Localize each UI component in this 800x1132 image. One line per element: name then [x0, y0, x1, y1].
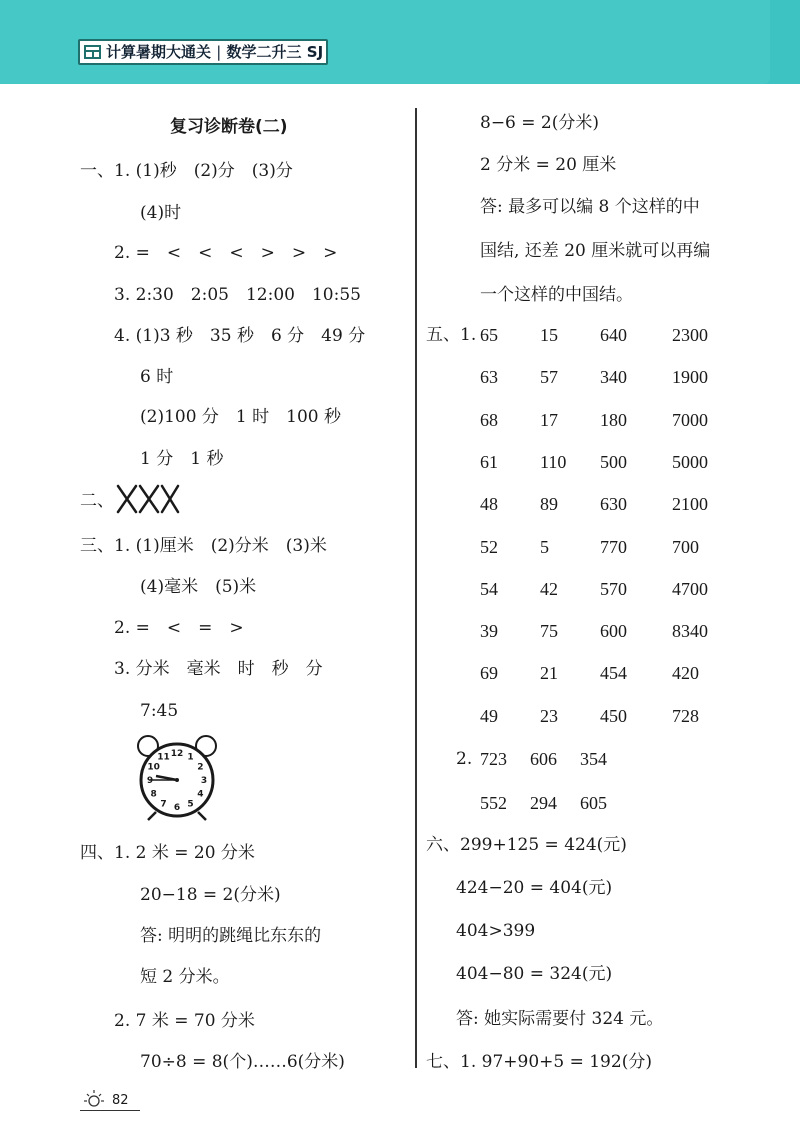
table-cell: 2300: [672, 325, 708, 345]
table-cell: 89: [540, 494, 558, 515]
answer-4-1c: 答: 明明的跳绳比东东的: [140, 926, 322, 946]
clock-number: 7: [160, 799, 167, 810]
table-cell: 15: [540, 325, 558, 345]
clock-number: 9: [146, 776, 154, 786]
table-cell: 770: [600, 536, 627, 557]
answer-r3: 答: 最多可以编 8 个这样的中: [480, 197, 700, 217]
answer-r1: 8−6 = 2(分米): [480, 113, 600, 133]
section-title: 复习诊断卷(二): [170, 117, 288, 137]
table-cell: 454: [600, 663, 627, 684]
answer-1-2: 2. = < < < > > >: [114, 243, 338, 263]
answer-3-3b: 7:45: [140, 701, 179, 721]
clock-number: 10: [147, 762, 160, 773]
answer-1-4b: 6 时: [140, 367, 174, 387]
table-cell: 552: [480, 793, 507, 813]
table-cell: 606: [530, 749, 557, 769]
table-cell: 48: [480, 494, 498, 515]
table-cell: 63: [480, 367, 498, 388]
column-divider: [415, 108, 417, 1068]
answer-3-3a: 3. 分米 毫米 时 秒 分: [114, 659, 323, 679]
table-cell: 21: [540, 663, 558, 684]
book-title-main: 计算暑期大通关: [106, 43, 212, 61]
answer-4-1b: 20−18 = 2(分米): [140, 885, 281, 905]
table-cell: 110: [540, 451, 567, 472]
answer-1-4d: 1 分 1 秒: [140, 449, 224, 469]
cross-mark-2: [140, 486, 158, 512]
book-title-separator: |: [216, 43, 222, 61]
table-cell: 65: [480, 325, 498, 345]
clock-leg-right: [198, 812, 206, 820]
table-cell: 54: [480, 578, 498, 599]
table-cell: 69: [480, 663, 498, 684]
answer-6b: 424−20 = 404(元): [456, 878, 613, 898]
answer-3-1b: (4)毫米 (5)米: [140, 577, 257, 597]
table-cell: 605: [580, 793, 607, 813]
table-cell: 23: [540, 705, 558, 726]
book-title: [106, 42, 323, 62]
answer-2-label: 二、: [80, 491, 114, 511]
table-cell: 5000: [672, 451, 708, 472]
cross-mark-3: [162, 486, 178, 512]
table-cell: 294: [530, 793, 557, 813]
table-cell: 8340: [672, 621, 708, 642]
answer-5-2-label: 2.: [456, 749, 473, 769]
table-cell: 180: [600, 409, 627, 430]
clock-number: 8: [150, 789, 157, 800]
answer-r5: 一个这样的中国结。: [480, 285, 633, 305]
answer-1-4a: 4. (1)3 秒 35 秒 6 分 49 分: [114, 326, 366, 346]
answer-4-2a: 2. 7 米 = 70 分米: [114, 1011, 255, 1031]
clock-number: 4: [197, 789, 204, 800]
table-cell: 420: [672, 663, 699, 684]
table-cell: 354: [580, 749, 607, 769]
table-cell: 42: [540, 578, 558, 599]
table-cell: 630: [600, 494, 627, 515]
table-cell: 570: [600, 578, 627, 599]
answer-3-2: 2. = < = >: [114, 618, 244, 638]
answer-6c: 404>399: [456, 921, 536, 941]
table-cell: 5: [540, 536, 549, 557]
answer-3-1a: 三、1. (1)厘米 (2)分米 (3)米: [80, 536, 327, 556]
footer-rule: [80, 1110, 140, 1111]
answer-1-4c: (2)100 分 1 时 100 秒: [140, 407, 342, 427]
page-number: 82: [112, 1093, 129, 1108]
clock-center: [175, 778, 179, 782]
table-cell: 39: [480, 621, 498, 642]
clock-number: 6: [173, 803, 181, 813]
book-subtitle: 数学二升三 SJ: [226, 43, 324, 61]
answer-5-label: 五、1.: [426, 325, 477, 345]
table-cell: 68: [480, 409, 498, 430]
answer-4-2b: 70÷8 = 8(个)……6(分米): [140, 1052, 345, 1072]
table-cell: 640: [600, 325, 627, 345]
table-cell: 17: [540, 409, 558, 430]
answer-6d: 404−80 = 324(元): [456, 964, 613, 984]
answer-7-1: 七、1. 97+90+5 = 192(分): [426, 1052, 652, 1072]
answer-4-1a: 四、1. 2 米 = 20 分米: [80, 843, 255, 863]
clock-leg-left: [148, 812, 156, 820]
table-cell: 700: [672, 536, 699, 557]
answer-1-3: 3. 2:30 2:05 12:00 10:55: [114, 285, 361, 305]
cross-mark-1: [118, 486, 136, 512]
answer-1-1a: 一、1. (1)秒 (2)分 (3)分: [80, 161, 293, 181]
cross-marks: [112, 482, 182, 516]
book-tag: [78, 39, 328, 65]
answer-6a: 六、299+125 = 424(元): [426, 835, 627, 855]
answer-1-1b: (4)时: [140, 203, 182, 223]
table-cell: 57: [540, 367, 558, 388]
table-cell: 600: [600, 621, 627, 642]
table-cell: 500: [600, 451, 627, 472]
table-cell: 61: [480, 451, 498, 472]
answer-r2: 2 分米 = 20 厘米: [480, 155, 617, 175]
table-cell: 340: [600, 367, 627, 388]
answer-6e: 答: 她实际需要付 324 元。: [456, 1009, 664, 1029]
sun-swirl-icon: [80, 1088, 108, 1110]
clock-number: 11: [157, 752, 170, 763]
clock-number: 1: [187, 752, 194, 763]
clock-number: 3: [200, 776, 208, 786]
table-cell: 450: [600, 705, 627, 726]
table-cell: 723: [480, 749, 507, 769]
book-icon: [83, 44, 102, 60]
answer-4-1d: 短 2 分米。: [140, 967, 230, 987]
table-cell: 7000: [672, 409, 708, 430]
table-cell: 1900: [672, 367, 708, 388]
table-cell: 75: [540, 621, 558, 642]
table-cell: 49: [480, 705, 498, 726]
clock-number: 12: [170, 749, 184, 759]
table-cell: 52: [480, 536, 498, 557]
table-cell: 2100: [672, 494, 708, 515]
alarm-clock-icon: [132, 732, 222, 822]
table-cell: 728: [672, 705, 699, 726]
clock-number: 2: [197, 762, 204, 773]
table-cell: 4700: [672, 578, 708, 599]
clock-number: 5: [187, 799, 194, 810]
answer-r4: 国结, 还差 20 厘米就可以再编: [480, 241, 711, 261]
